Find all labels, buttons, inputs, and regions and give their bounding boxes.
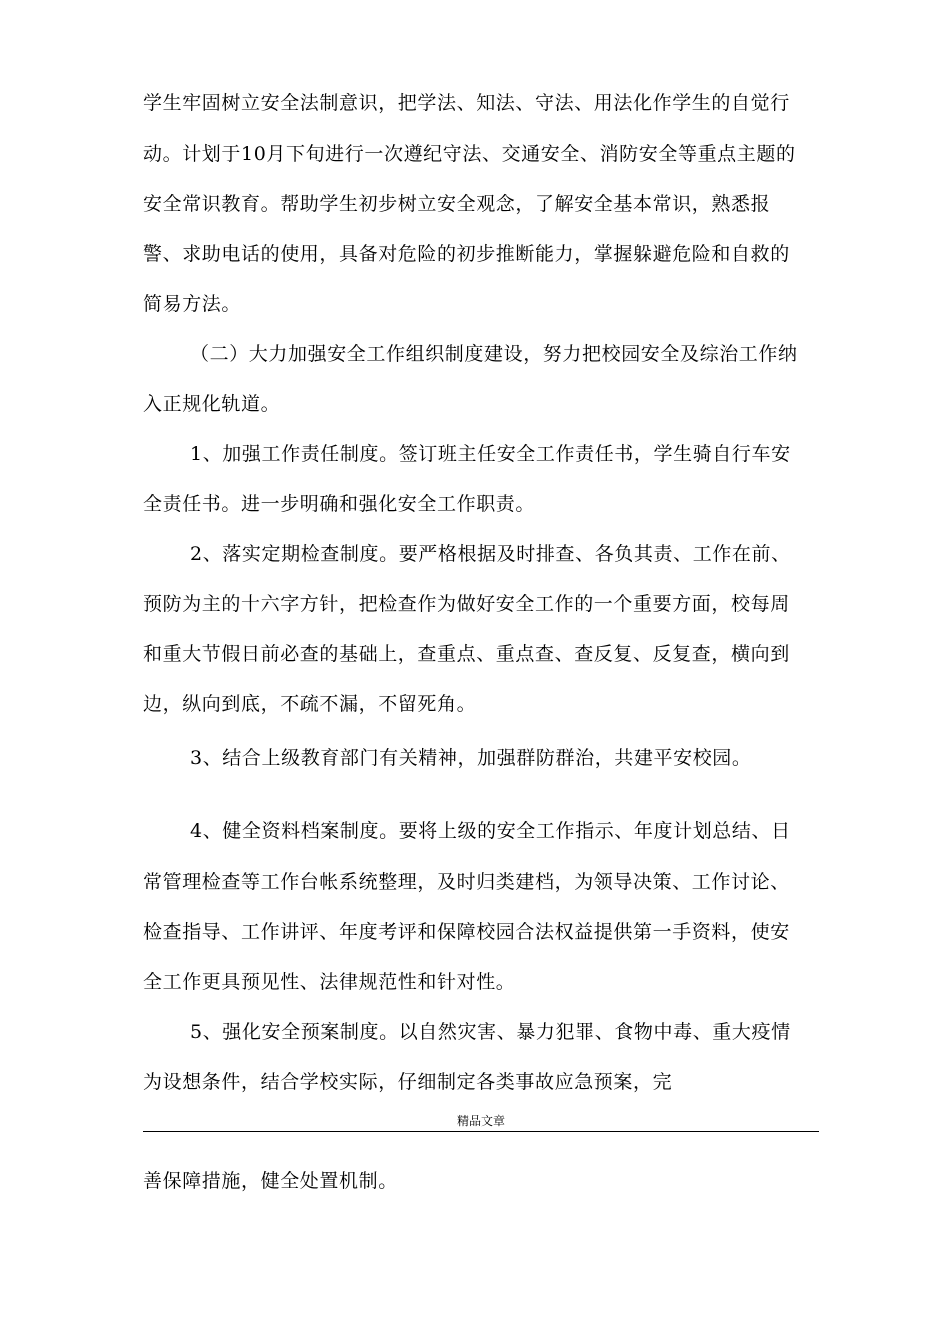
- paragraph-line: 常管理检查等工作台帐系统整理，及时归类建档，为领导决策、工作讨论、: [143, 871, 790, 893]
- page-footer-label: 精品文章: [456, 1114, 505, 1128]
- paragraph-line: 学生牢固树立安全法制意识，把学法、知法、守法、用法化作学生的自觉行: [143, 92, 790, 114]
- paragraph-line: 边，纵向到底，不疏不漏，不留死角。: [143, 693, 477, 715]
- paragraph-line: 简易方法。: [143, 293, 242, 315]
- paragraph-line: 检查指导、工作讲评、年度考评和保障校园合法权益提供第一手资料，使安: [143, 921, 790, 943]
- section-heading: （二）大力加强安全工作组织制度建设，努力把校园安全及综治工作纳: [190, 343, 798, 365]
- footer-divider: [143, 1131, 819, 1132]
- list-item-3: 3、结合上级教育部门有关精神，加强群防群治，共建平安校园。: [190, 747, 752, 769]
- paragraph-line: 警、求助电话的使用，具备对危险的初步推断能力，掌握躲避危险和自救的: [143, 243, 790, 265]
- list-item-4: 4、健全资料档案制度。要将上级的安全工作指示、年度计划总结、日: [190, 820, 791, 842]
- paragraph-line: 动。计划于10月下旬进行一次遵纪守法、交通安全、消防安全等重点主题的: [143, 143, 796, 165]
- paragraph-line: 预防为主的十六字方针，把检查作为做好安全工作的一个重要方面，校每周: [143, 593, 790, 615]
- paragraph-line: 和重大节假日前必查的基础上，查重点、重点查、查反复、反复查，横向到: [143, 643, 790, 665]
- paragraph-line: 入正规化轨道。: [143, 393, 281, 415]
- paragraph-line: 全工作更具预见性、法律规范性和针对性。: [143, 971, 516, 993]
- continuation-line: 善保障措施，健全处置机制。: [143, 1170, 398, 1192]
- list-item-5: 5、强化安全预案制度。以自然灾害、暴力犯罪、食物中毒、重大疫情: [190, 1021, 791, 1043]
- paragraph-line: 全责任书。进一步明确和强化安全工作职责。: [143, 493, 536, 515]
- paragraph-line: 安全常识教育。帮助学生初步树立安全观念，了解安全基本常识，熟悉报: [143, 193, 771, 215]
- list-item-1: 1、加强工作责任制度。签订班主任安全工作责任书，学生骑自行车安: [190, 443, 791, 465]
- list-item-2: 2、落实定期检查制度。要严格根据及时排查、各负其责、工作在前、: [190, 543, 791, 565]
- paragraph-line: 为设想条件，结合学校实际，仔细制定各类事故应急预案，完: [143, 1071, 673, 1093]
